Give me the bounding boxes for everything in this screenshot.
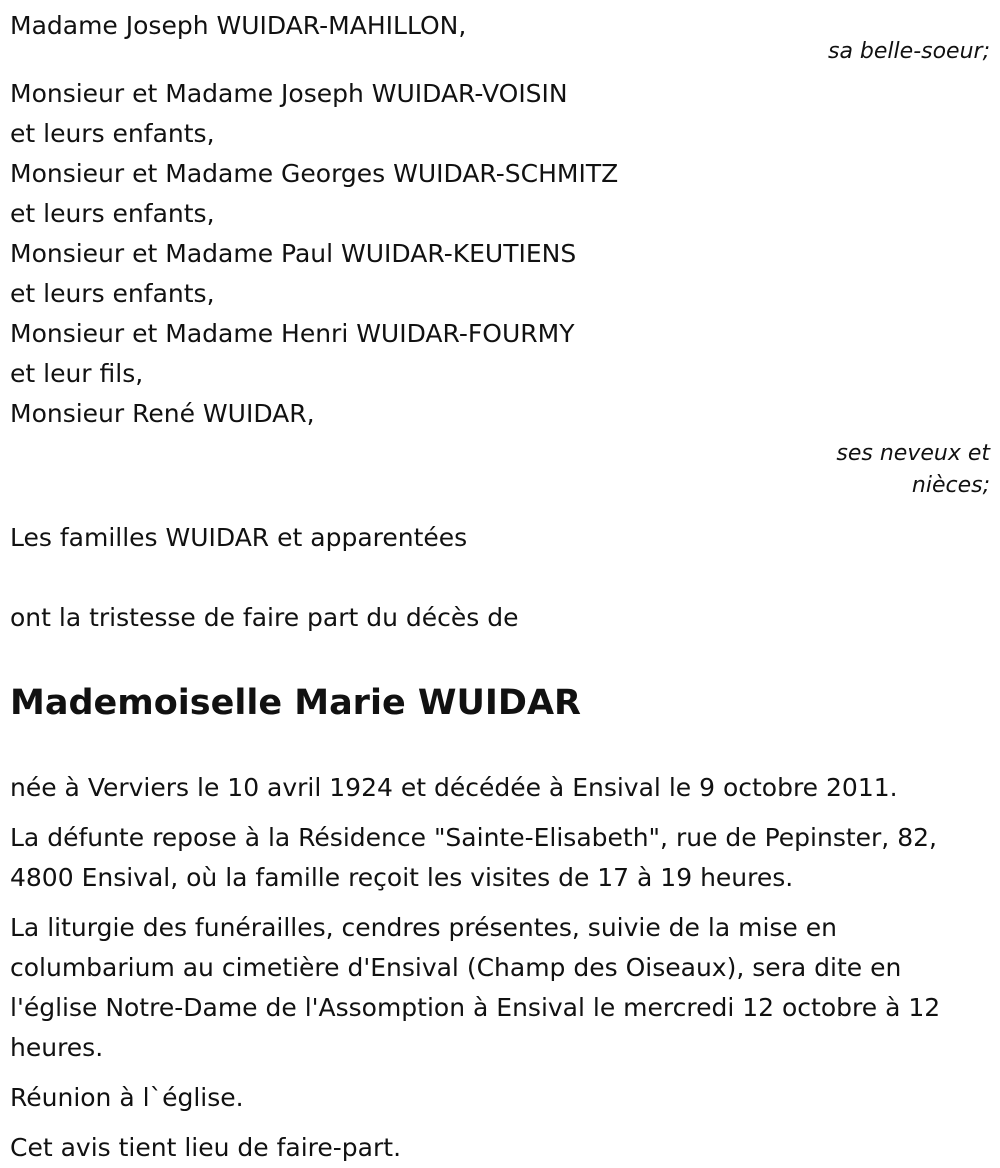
- role-nephews-nieces-line2: nièces;: [911, 473, 990, 498]
- mourner-list: [10, 74, 990, 434]
- mourner-sister-in-law: Madame Joseph WUIDAR-MAHILLON,: [10, 11, 467, 40]
- mourner-line: Monsieur René WUIDAR,: [10, 399, 315, 428]
- role-nephews-nieces-line1: ses neveux et: [836, 441, 990, 466]
- announcement: ont la tristesse de faire part du décès de: [10, 603, 519, 632]
- families-line: Les familles WUIDAR et apparentées: [10, 523, 468, 552]
- mourner-line: Monsieur et Madame Paul WUIDAR-KEUTIENS: [10, 239, 577, 268]
- role-sister-in-law: sa belle-soeur;: [828, 39, 990, 64]
- mourner-line: Monsieur et Madame Georges WUIDAR-SCHMITZ: [10, 159, 619, 188]
- mourner-line: Monsieur et Madame Joseph WUIDAR-VOISIN: [10, 79, 568, 108]
- meeting-paragraph: Réunion à l`église.: [10, 1083, 244, 1112]
- visitation-paragraph: La défunte repose à la Résidence "Sainte-Elisabeth", rue de Pepinster, 82, 4800 Ensival, où la famille reçoit les visites de 17 à 19 heures.: [10, 823, 937, 892]
- funeral-paragraph: La liturgie des funérailles, cendres présentes, suivie de la mise en columbarium au cimetière d'Ensival (Champ des Oiseaux), sera dite en l'église Notre-Dame de l'Assomption à Ensival le mercredi 12 octobre à 12 heures.: [10, 913, 941, 1062]
- mourner-line: Monsieur et Madame Henri WUIDAR-FOURMY: [10, 319, 575, 348]
- mourner-line: et leurs enfants,: [10, 279, 215, 308]
- mourner-line: et leurs enfants,: [10, 119, 215, 148]
- notice-paragraph: Cet avis tient lieu de faire-part.: [10, 1133, 402, 1162]
- birth-death-paragraph: née à Verviers le 10 avril 1924 et décédée à Ensival le 9 octobre 2011.: [10, 773, 898, 802]
- mourner-line: et leurs enfants,: [10, 199, 215, 228]
- mourner-line: et leur fils,: [10, 359, 144, 388]
- deceased-name: Mademoiselle Marie WUIDAR: [10, 683, 582, 723]
- death-notice: [10, 0, 990, 1168]
